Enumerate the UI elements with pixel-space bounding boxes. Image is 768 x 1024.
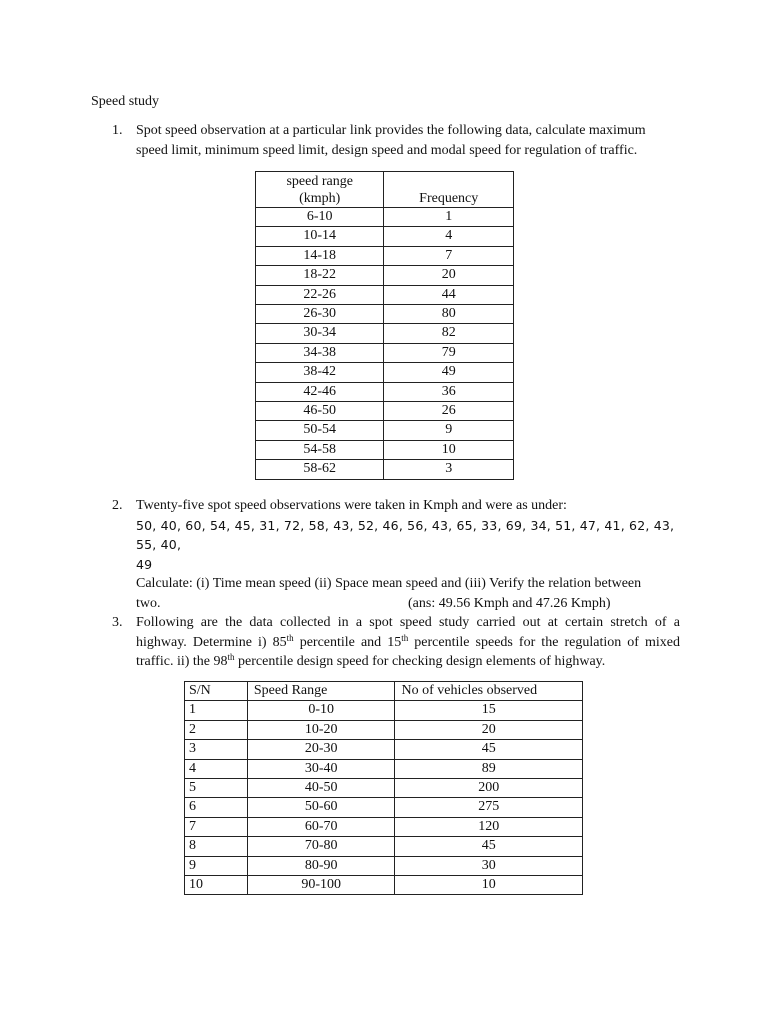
question-1-text: Spot speed observation at a particular link provides the following data, calculate maximum speed limit, minimum speed limit, design speed and modal speed for regulation of traffic. (136, 123, 646, 158)
sn-cell: 5 (185, 779, 248, 798)
speed-frequency-table (255, 171, 514, 480)
question-1 (112, 121, 680, 160)
sn-cell: 1 (185, 701, 248, 720)
frequency-cell: 82 (384, 324, 514, 343)
speed-frequency-body (256, 208, 514, 480)
speed-range-cell: 50-54 (256, 421, 384, 440)
frequency-cell: 44 (384, 285, 514, 304)
sn-cell: 7 (185, 817, 248, 836)
question-2-calc-line1: Calculate: (i) Time mean speed (ii) Space mean speed and (iii) Verify the relation between (136, 576, 642, 591)
frequency-cell: 9 (384, 421, 514, 440)
table-row (185, 759, 583, 778)
question-2-calc-line2: two. (136, 595, 161, 611)
header-speed-range-line1: speed range (286, 174, 353, 189)
vehicles-observed-cell: 45 (395, 740, 583, 759)
frequency-cell: 3 (384, 460, 514, 479)
vehicles-observed-cell: 15 (395, 701, 583, 720)
frequency-cell: 10 (384, 440, 514, 459)
vehicles-observed-cell: 20 (395, 720, 583, 739)
question-2-values: 50, 40, 60, 54, 45, 31, 72, 58, 43, 52, 46, 56, 43, 65, 33, 69, 34, 51, 47, 41, 62, 43, 55, 40, (136, 517, 675, 552)
q3-l2b: percentile and 15 (293, 634, 402, 650)
frequency-cell: 79 (384, 343, 514, 362)
q3-l2c: percentile speeds for the regulation of mixed (408, 634, 680, 650)
table-row (185, 720, 583, 739)
speed-range-cell: 34-38 (256, 343, 384, 362)
sn-cell: 8 (185, 837, 248, 856)
table-row (256, 460, 514, 479)
speed-range-cell: 90-100 (247, 876, 395, 895)
q3-l3a: traffic. ii) the 98 (136, 654, 228, 669)
frequency-cell: 4 (384, 227, 514, 246)
speed-range-cell: 42-46 (256, 382, 384, 401)
vehicles-observed-cell: 30 (395, 856, 583, 875)
table-row (256, 440, 514, 459)
page-title: Speed study (91, 94, 160, 109)
table-row (256, 363, 514, 382)
question-2-values-last: 49 (136, 556, 153, 572)
frequency-cell: 26 (384, 402, 514, 421)
table-row (185, 856, 583, 875)
header-vehicles-observed: No of vehicles observed (395, 682, 583, 701)
speed-range-vehicles-body (185, 701, 583, 895)
question-3-line1: Following are the data collected in a spot speed study carried out at certain stretch of a (136, 615, 680, 630)
speed-range-cell: 20-30 (247, 740, 395, 759)
q3-l3b: percentile design speed for checking design elements of highway. (234, 654, 606, 669)
speed-range-cell: 54-58 (256, 440, 384, 459)
speed-range-cell: 10-20 (247, 720, 395, 739)
vehicles-observed-cell: 10 (395, 876, 583, 895)
header-frequency: Frequency (384, 172, 514, 208)
sn-cell: 10 (185, 876, 248, 895)
frequency-cell: 1 (384, 208, 514, 227)
question-2-number: 2. (112, 498, 123, 513)
question-3-body (136, 613, 680, 672)
speed-range-cell: 38-42 (256, 363, 384, 382)
speed-range-cell: 40-50 (247, 779, 395, 798)
sn-cell: 9 (185, 856, 248, 875)
table-row (185, 798, 583, 817)
question-2-answer: (ans: 49.56 Kmph and 47.26 Kmph) (408, 595, 611, 611)
sn-cell: 6 (185, 798, 248, 817)
table-row (256, 421, 514, 440)
table-row (185, 779, 583, 798)
speed-range-cell: 22-26 (256, 285, 384, 304)
sn-cell: 2 (185, 720, 248, 739)
table-row (185, 817, 583, 836)
question-1-number: 1. (112, 123, 123, 138)
header-speed-range (256, 172, 384, 208)
table-row (256, 266, 514, 285)
speed-range-cell: 30-34 (256, 324, 384, 343)
speed-range-cell: 30-40 (247, 759, 395, 778)
speed-range-cell: 50-60 (247, 798, 395, 817)
table-row (256, 305, 514, 324)
frequency-cell: 36 (384, 382, 514, 401)
sn-cell: 3 (185, 740, 248, 759)
header-speed-range-line2: (kmph) (299, 191, 341, 206)
speed-range-cell: 70-80 (247, 837, 395, 856)
table-row (256, 382, 514, 401)
table-row (185, 876, 583, 895)
speed-range-vehicles-table (184, 681, 583, 895)
table-header-row (185, 682, 583, 701)
question-3-line2 (136, 633, 680, 653)
frequency-cell: 49 (384, 363, 514, 382)
speed-range-cell: 14-18 (256, 246, 384, 265)
table-row (256, 246, 514, 265)
question-3 (112, 613, 680, 672)
speed-range-cell: 0-10 (247, 701, 395, 720)
question-2-intro: Twenty-five spot speed observations were taken in Kmph and were as under: (136, 498, 567, 513)
q3-sup2: th (401, 632, 409, 643)
q3-sup3: th (227, 652, 235, 662)
sn-cell: 4 (185, 759, 248, 778)
speed-range-cell: 26-30 (256, 305, 384, 324)
table-row (185, 837, 583, 856)
frequency-cell: 80 (384, 305, 514, 324)
speed-range-cell: 6-10 (256, 208, 384, 227)
question-2-calc-line2-wrap (136, 594, 680, 614)
vehicles-observed-cell: 45 (395, 837, 583, 856)
vehicles-observed-cell: 89 (395, 759, 583, 778)
frequency-cell: 20 (384, 266, 514, 285)
speed-range-cell: 60-70 (247, 817, 395, 836)
speed-range-cell: 18-22 (256, 266, 384, 285)
question-3-number: 3. (112, 615, 123, 630)
table-header-row (256, 172, 514, 208)
speed-range-cell: 46-50 (256, 402, 384, 421)
vehicles-observed-cell: 120 (395, 817, 583, 836)
table-row (256, 227, 514, 246)
table-row (256, 208, 514, 227)
vehicles-observed-cell: 200 (395, 779, 583, 798)
question-3-line3 (136, 652, 680, 672)
speed-range-cell: 80-90 (247, 856, 395, 875)
question-2-body (136, 496, 680, 613)
table-row (185, 701, 583, 720)
table-row (185, 740, 583, 759)
table-row (256, 402, 514, 421)
q3-sup1: th (286, 632, 294, 643)
q3-l2a: highway. Determine i) 85 (136, 634, 287, 650)
vehicles-observed-cell: 275 (395, 798, 583, 817)
question-2 (112, 496, 680, 613)
speed-range-cell: 58-62 (256, 460, 384, 479)
table-row (256, 324, 514, 343)
speed-range-cell: 10-14 (256, 227, 384, 246)
header-speed-range: Speed Range (247, 682, 395, 701)
frequency-cell: 7 (384, 246, 514, 265)
header-sn: S/N (185, 682, 248, 701)
table-row (256, 343, 514, 362)
table-row (256, 285, 514, 304)
